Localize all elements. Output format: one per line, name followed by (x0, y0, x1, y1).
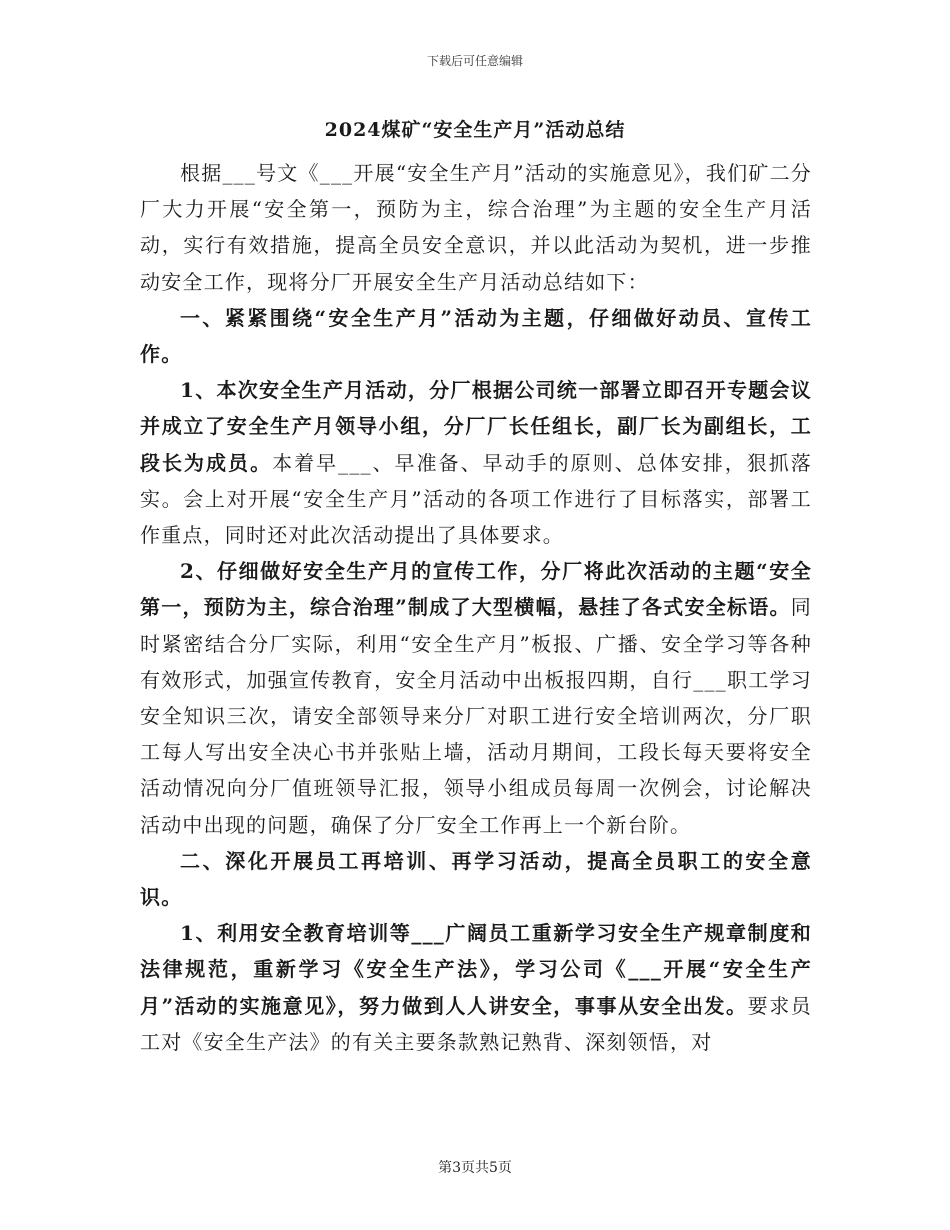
paragraph-1-1-text: 本着早___、早准备、早动手的原则、总体安排，狠抓落实。会上对开展“安全生产月”活动的各项工作进行了目标落实，部署工作重点，同时还对此次活动提出了具体要求。 (140, 450, 813, 548)
intro-paragraph: 根据___号文《___开展“安全生产月”活动的实施意见》，我们矿二分厂大力开展“安全第一，预防为主，综合治理”为主题的安全生产月活动，实行有效措施，提高全员安全意识，并以此活动为契机，进一步推动安全工作，现将分厂开展安全生产月活动总结如下： (140, 161, 812, 294)
paragraph-2-1 (140, 915, 812, 1060)
paragraph-1-2-bold: 2、仔细做好安全生产月的宣传工作，分厂将此次活动的主题“安全第一，预防为主，综合治理”制成了大型横幅，悬挂了各式安全标语。 (140, 559, 812, 620)
paragraph-2-1-bold: 1、利用安全教育培训等___广阔员工重新学习安全生产规章制度和法律规范，重新学习《安全生产法》，学习公司《___开展“安全生产月”活动的实施意见》，努力做到人人讲安全，事事从安全出发。 (140, 921, 812, 1018)
section-heading-2: 二、深化开展员工再培训、再学习活动，提高全员职工的安全意识。 (140, 848, 812, 910)
section-heading-1: 一、紧紧围绕“安全生产月”活动为主题，仔细做好动员、宣传工作。 (140, 305, 812, 367)
paragraph-2-1-text: 要求员工对《安全生产法》的有关主要条款熟记熟背、深刻领悟，对 (140, 993, 812, 1054)
paragraph-1-2 (140, 553, 812, 843)
paragraph-1-2-text: 同时紧密结合分厂实际，利用“安全生产月”板报、广播、安全学习等各种有效形式，加强宣传教育，安全月活动中出板报四期，自行___职工学习安全知识三次，请安全部领导来分厂对职工进行安全培训两次，分厂职工每人写出安全决心书并张贴上墙，活动月期间，工段长每天要将安全活动情况向分厂值班领导汇报，领导小组成员每周一次例会，讨论解决活动中出现的问题，确保了分厂安全工作再上一个新台阶。 (140, 595, 812, 837)
document-title: 2024煤矿“安全生产月”活动总结 (324, 119, 626, 141)
paragraph-1-1 (140, 372, 812, 553)
header-note: 下载后可任意编辑 (426, 54, 523, 68)
paragraph-1-1-bold: 1、本次安全生产月活动，分厂根据公司统一部署立即召开专题会议并成立了安全生产月领导小组，分厂厂长任组长，副厂长为副组长，工段长为成员。 (140, 378, 812, 475)
page-footer: 第3页共5页 (438, 1160, 512, 1176)
document-body (140, 155, 812, 1060)
